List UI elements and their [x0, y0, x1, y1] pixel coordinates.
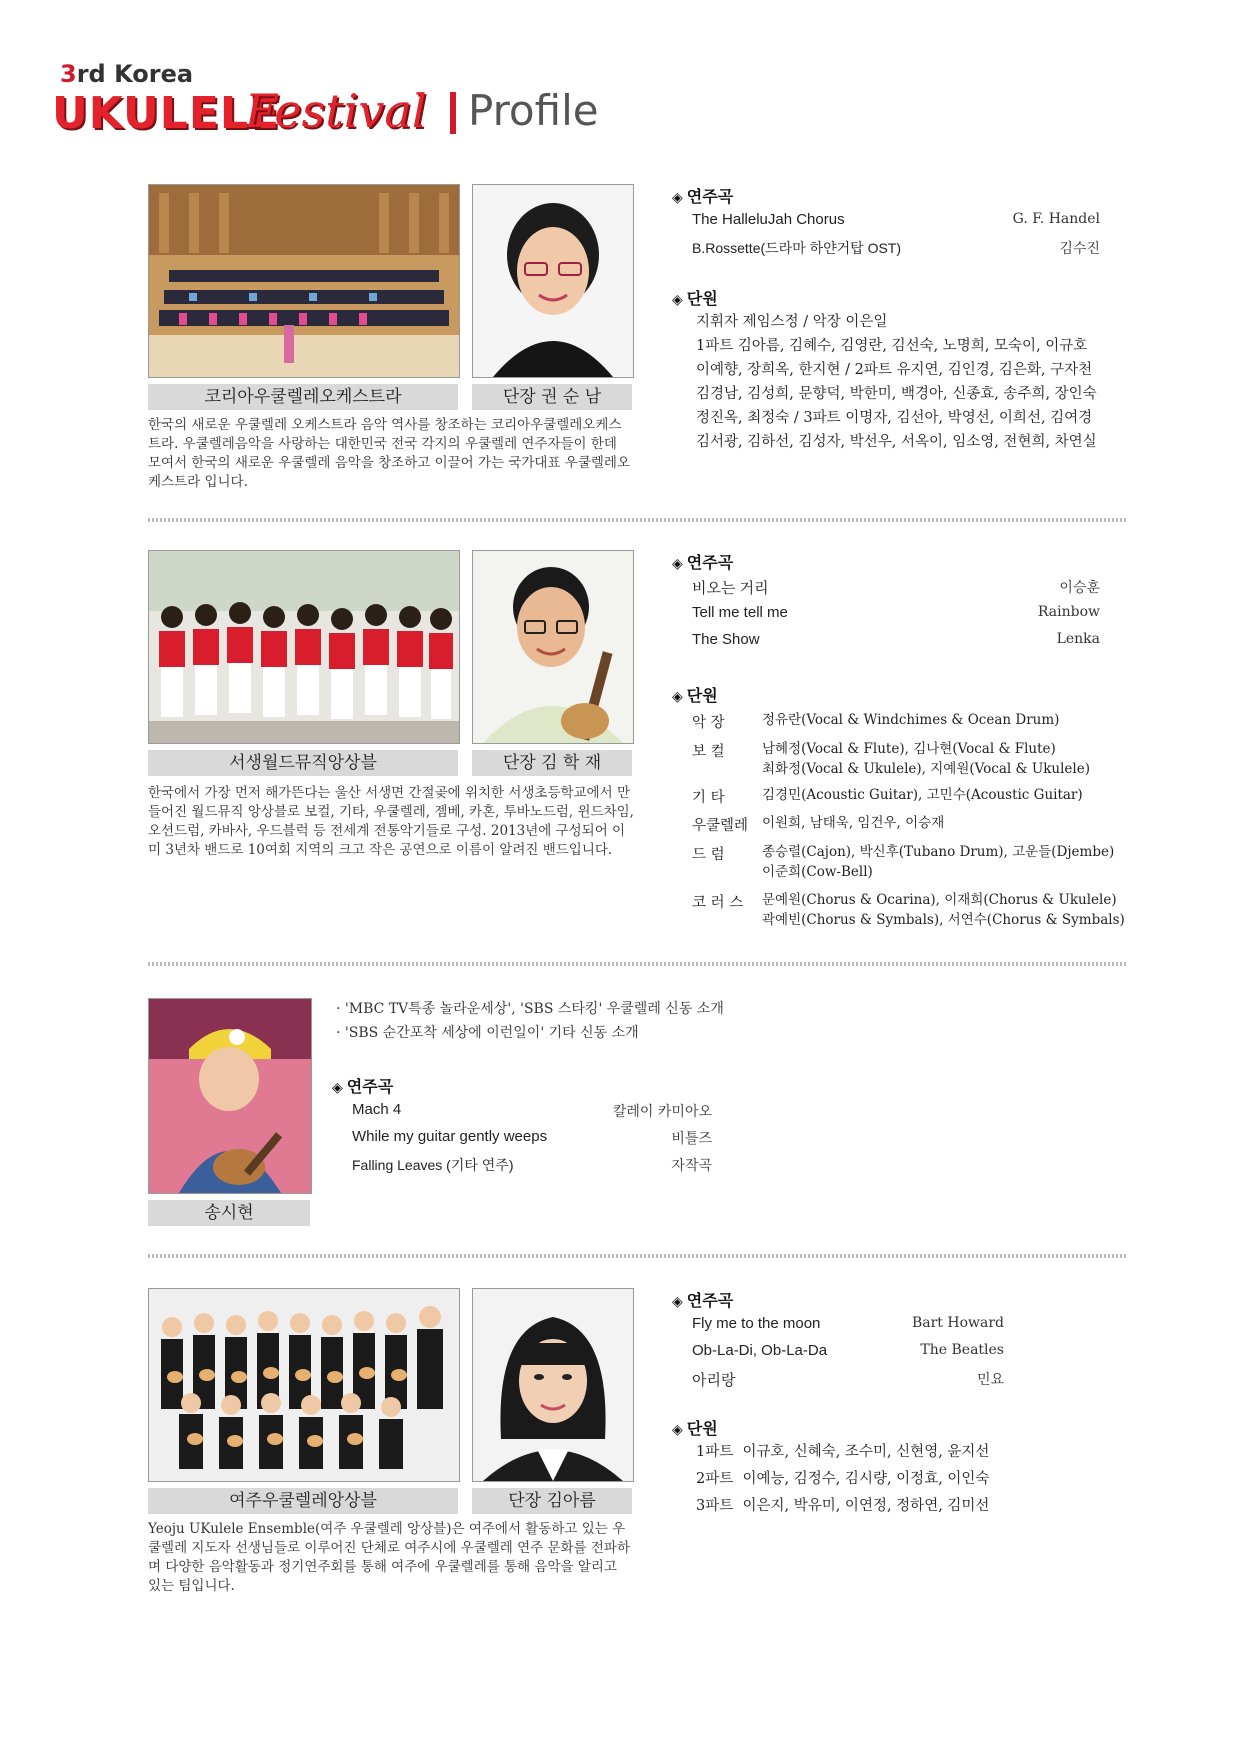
section-divider [148, 1254, 1126, 1258]
group-description: 한국에서 가장 먼저 해가뜬다는 울산 서생면 간절곶에 위치한 서생초등학교에서 만들어진 월드뮤직 앙상블로 보컬, 기타, 우쿨렐레, 젬베, 카혼, 투바노드럼, 윈드차임, 오션드럼, 카바사, 우드블럭 등 전세계 전통악기들로 구성. 2013년에 구성되어 이미 3년차 밴드로 10여회 지역의 크고 작은 공연으로 이름이 알려진 밴드입니다. [148, 785, 634, 858]
member-line: 3파트 이은지, 박유미, 이연정, 정하연, 김미선 [696, 1498, 990, 1514]
songs-heading: ◈ 연주곡 [332, 1077, 394, 1096]
role-label: 드 럼 [692, 847, 725, 863]
members-heading: ◈ 단원 [672, 1419, 718, 1438]
member-line: 이예향, 장희옥, 한지현 / 2파트 유지연, 김인경, 김은화, 구자천 [696, 362, 1093, 378]
song-title: Tell me tell me [692, 604, 788, 621]
orchestra-photo [148, 184, 460, 378]
performer-caption: 송시현 [148, 1200, 310, 1226]
section-divider [148, 518, 1126, 522]
diamond-icon: ◈ [672, 556, 683, 572]
festival-edition: 3rd Korea [60, 60, 194, 88]
member-line: 김경남, 김성희, 문향덕, 박한미, 백경아, 신종효, 송주희, 장인숙 [696, 386, 1097, 402]
member-line: 김서광, 김하선, 김성자, 박선우, 서옥이, 임소영, 전현희, 차연실 [696, 434, 1097, 450]
song-artist: Rainbow [1037, 604, 1100, 620]
leader-caption: 단장 김 학 재 [472, 750, 632, 776]
member-line: 1파트 김아름, 김혜수, 김영란, 김선숙, 노명희, 모숙이, 이규호 [696, 338, 1088, 354]
song-title: Falling Leaves (기타 연주) [352, 1157, 514, 1173]
song-title: The HalleluJah Chorus [692, 211, 845, 228]
group-caption: 여주우쿨렐레앙상블 [148, 1488, 458, 1514]
song-artist: 김수진 [1059, 241, 1100, 257]
performer-photo [148, 998, 312, 1194]
songs-heading: ◈ 연주곡 [672, 187, 734, 206]
diamond-icon: ◈ [672, 1294, 683, 1310]
role-members: 이준희(Cow-Bell) [762, 864, 873, 880]
group-description: Yeoju UKulele Ensemble(여주 우쿨렐레 앙상블)은 여주에서 활동하고 있는 우쿨렐레 지도자 선생님들로 이루어진 단체로 여주시에 우쿨렐레 연주 문화를 전파하며 다양한 음악활동과 정기연주회를 통해 여주에 우쿨렐레를 통해 음악을 알리고 있는 팀입니다. [148, 1521, 631, 1594]
song-artist: Bart Howard [911, 1315, 1004, 1331]
leader-caption: 단장 김아름 [472, 1488, 632, 1514]
group-description: 한국의 새로운 우쿨렐레 오케스트라 음악 역사를 창조하는 코리아우쿨렐레오케스트라. 우쿨렐레음악을 사랑하는 대한민국 전국 각지의 우쿨렐레 연주자들이 한데 모여서 한국의 새로운 우쿨렐레 음악을 창조하고 이끌어 가는 국가대표 우쿨렐레오케스트라 입니다. [148, 417, 631, 490]
song-title: Ob-La-Di, Ob-La-Da [692, 1342, 828, 1359]
song-title: While my guitar gently weeps [352, 1128, 548, 1145]
song-artist: Lenka [1056, 631, 1100, 647]
leader-caption: 단장 권 순 남 [472, 384, 632, 410]
song-artist: 이승훈 [1059, 580, 1100, 596]
members-heading: ◈ 단원 [672, 686, 718, 705]
role-members: 최화정(Vocal & Ukulele), 지예원(Vocal & Ukulele) [762, 761, 1090, 777]
song-title: 비오는 거리 [692, 580, 769, 597]
leader-photo-kim-areum [472, 1288, 634, 1482]
group-caption: 코리아우쿨렐레오케스트라 [148, 384, 458, 410]
song-title: Fly me to the moon [692, 1315, 821, 1332]
role-members: 남혜정(Vocal & Flute), 김나현(Vocal & Flute) [762, 741, 1056, 757]
festival-title-ukulele: UKULELE [52, 88, 280, 139]
role-label: 기 타 [692, 790, 725, 806]
leader-photo-kwon [472, 184, 634, 378]
member-line: 정진옥, 최정숙 / 3파트 이명자, 김선아, 박영선, 이희선, 김여경 [696, 410, 1093, 426]
role-label: 우쿨렐레 [692, 818, 749, 834]
diamond-icon: ◈ [672, 1422, 683, 1438]
yeoju-ensemble-photo [148, 1288, 460, 1482]
festival-title-festival: Festival [245, 84, 427, 138]
member-line: 1파트 이규호, 신혜숙, 조수미, 신현영, 윤지선 [696, 1444, 990, 1460]
role-members: 이원희, 남태욱, 임건우, 이승재 [762, 815, 945, 831]
ensemble-photo [148, 550, 460, 744]
song-title: B.Rossette(드라마 하얀거탑 OST) [692, 240, 902, 256]
songs-heading: ◈ 연주곡 [672, 1291, 734, 1310]
member-line: 2파트 이예능, 김정수, 김시량, 이정효, 이인숙 [696, 1471, 990, 1487]
diamond-icon: ◈ [672, 689, 683, 705]
song-artist: 민요 [976, 1372, 1004, 1388]
role-label: 코 러 스 [692, 895, 744, 911]
song-artist: 자작곡 [671, 1158, 712, 1174]
song-title: The Show [692, 631, 760, 648]
diamond-icon: ◈ [672, 190, 683, 206]
note-line: · 'MBC TV특종 놀라운세상', 'SBS 스타킹' 우쿨렐레 신동 소개 [336, 1001, 724, 1017]
diamond-icon: ◈ [672, 292, 683, 308]
note-line: · 'SBS 순간포착 세상에 이런일이' 기타 신동 소개 [336, 1025, 639, 1041]
role-members: 종승렬(Cajon), 박신후(Tubano Drum), 고운들(Djembe) [762, 844, 1115, 860]
header-divider-bar [450, 92, 456, 134]
role-label: 악 장 [692, 715, 725, 731]
role-members: 문예원(Chorus & Ocarina), 이재희(Chorus & Ukulele) [762, 892, 1117, 908]
section-divider [148, 962, 1126, 966]
leader-photo-kim [472, 550, 634, 744]
group-caption: 서생월드뮤직앙상블 [148, 750, 458, 776]
role-label: 보 컬 [692, 744, 725, 760]
songs-heading: ◈ 연주곡 [672, 553, 734, 572]
members-heading: ◈ 단원 [672, 289, 718, 308]
song-artist: 비틀즈 [671, 1131, 712, 1147]
song-artist: G. F. Handel [1012, 211, 1100, 227]
song-title: Mach 4 [352, 1101, 402, 1118]
song-artist: 칼레이 카미아오 [612, 1104, 712, 1120]
page-title: Profile [468, 86, 599, 135]
role-members: 김경민(Acoustic Guitar), 고민수(Acoustic Guitar) [762, 787, 1083, 803]
role-members: 곽예빈(Chorus & Symbals), 서연수(Chorus & Symbals) [762, 912, 1125, 928]
song-title: 아리랑 [692, 1372, 736, 1389]
member-line: 지휘자 제임스정 / 악장 이은일 [696, 314, 888, 330]
song-artist: The Beatles [920, 1342, 1004, 1358]
role-members: 정유란(Vocal & Windchimes & Ocean Drum) [762, 712, 1060, 728]
diamond-icon: ◈ [332, 1080, 343, 1096]
